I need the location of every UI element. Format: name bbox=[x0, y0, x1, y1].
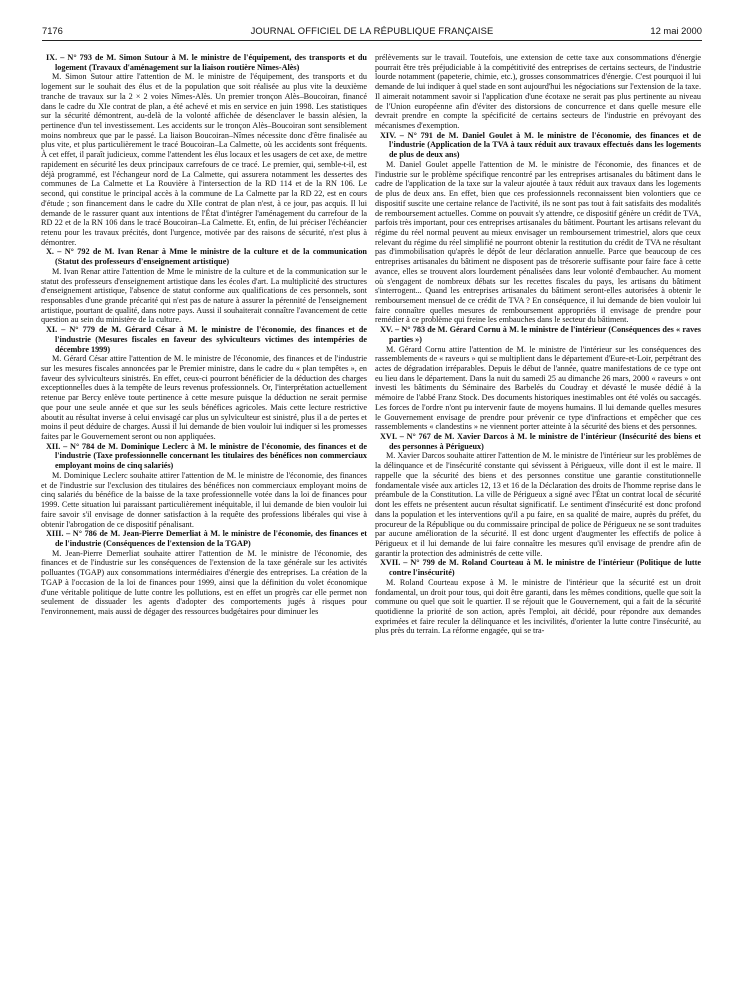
question-body: M. Roland Courteau expose à M. le ministre de l'intérieur que la sécurité est un droit fondamental, un droit pour tous, qui doit être garanti, dans les mêmes conditions, quelle que soit la commune ou quel que soit le quartier. Il se réjouit que le Gouvernement, qui a fait de la sécurité quotidienne la priorité de son action, après l'emploi, ait décidé, pour répondre aux demandes exprimées et faire reculer la délinquance et les incivilités, d'orienter la lutte contre l'insécurité, au plus près du terrain. La réforme engagée, qui se tra- bbox=[375, 577, 701, 636]
question-body: M. Daniel Goulet appelle l'attention de M. le ministre de l'économie, des finances et de l'industrie sur le problème spécifique rencontré par les entreprises artisanales du bâtiment dans le cadre de l'application de la taxe sur la valeur ajoutée à taux réduit aux travaux dans les logements de plus de deux ans. En effet, bien que ces professionnels reconnaissent bien volontiers que ce dispositif suscite une certaine relance de l'activité, ils ne sont pas tout à fait satisfaits des modalités de remboursement actuelles. Comme on pouvait s'y attendre, ce dispositif génère un crédit de TVA, parfois très important, pour ces entreprises artisanales du bâtiment. Pourtant les artisans relevant du régime du réel normal peuvent au mieux envisager un remboursement trimestriel, alors que ceux relevant du régime du réel simplifié ne pourront obtenir la restitution du crédit de TVA ne résultant pas d'immobilisation qu'après le dépôt de leur déclaration annuelle. Parce que beaucoup de ces entreprises artisanales du bâtiment ne disposent pas de trésorerie suffisante pour faire face à cette avance, elles se trouvent alors lourdement pénalisées dans leur volonté d'embaucher. Au moment où s'engagent de nombreux débats sur les recettes fiscales du pays, les artisans du bâtiment s'interrogent... Quand les entreprises artisanales du bâtiment seront-elles autorisées à obtenir le remboursement mensuel de ce crédit de TVA ? En conséquence, il lui demande de bien vouloir lui faire connaître quelles mesures de remboursement appropriées il envisage de prendre pour remédier à ce problème qui freine les embauches dans le secteur du bâtiment. bbox=[375, 159, 701, 325]
question-heading: IX. – N° 793 de M. Simon Sutour à M. le ministre de l'équipement, des transports et du logement (Travaux d'aménagement sur la liaison routière Nîmes-Alès) bbox=[46, 53, 367, 72]
question-heading: XI. – N° 779 de M. Gérard César à M. le ministre de l'économie, des finances et de l'industrie (Mesures fiscales en faveur des sylviculteurs victimes des intempéries de décembre 1999) bbox=[46, 325, 367, 354]
question-heading: XIV. – N° 791 de M. Daniel Goulet à M. le ministre de l'économie, des finances et de l'industrie (Application de la TVA à taux réduit aux travaux effectués dans les logements de plus de deux ans) bbox=[380, 130, 701, 160]
issue-date: 12 mai 2000 bbox=[650, 25, 702, 36]
question-x bbox=[41, 247, 367, 325]
right-column bbox=[375, 53, 701, 636]
question-body: M. Gérard César attire l'attention de M. le ministre de l'économie, des finances et de l'industrie sur les mesures fiscales annoncées par le Premier ministre, dans le cadre du « plan tempêtes », en faveur des sylviculteurs sinistrés. En effet, ceux-ci pourront bénéficier de la déduction des charges exceptionnelles dues à la tempête de leurs revenus professionnels. Or, l'interprétation actuellement retenue par Bercy enlève toute pertinence à cette mesure puisque la déduction ne serait permise que pour une seule année et que sur les seuls bénéfices agricoles. Mais cette lecture restrictive aboutit au résultat inverse à celui envisagé car plus un sylviculteur est sinistré, plus il a de pertes et moins il peut déduire de charges. Aussi il lui demande de bien vouloir lui indiquer si les promesses faites par le Gouvernement seront ou non appliquées. bbox=[41, 354, 367, 442]
question-xvii bbox=[375, 558, 701, 636]
question-heading: XII. – N° 784 de M. Dominique Leclerc à M. le ministre de l'économie, des finances et de l'industrie (Taxe professionnelle concernant les titulaires des bénéfices non commerciaux employant moins de cinq salariés) bbox=[46, 441, 367, 471]
question-body: M. Ivan Renar attire l'attention de Mme le ministre de la culture et de la communication sur le statut des professeurs d'enseignement artistique dans les écoles d'art. La multiplicité des structures d'enseignement artistique, l'absence de statut conforme aux qualifications de ces personnels, sont responsables d'une grande précarité qui n'est pas de nature à assurer la pérennité de l'enseignement artistique, pourtant de qualité, dans notre pays. Aussi il souhaiterait connaître l'avancement de cette question au sein du ministère de la culture. bbox=[41, 266, 367, 325]
left-column bbox=[41, 53, 367, 617]
question-heading: X. – N° 792 de M. Ivan Renar à Mme le ministre de la culture et de la communication (Statut des professeurs d'enseignement artistique) bbox=[46, 247, 367, 267]
question-body: M. Xavier Darcos souhaite attirer l'attention de M. le ministre de l'intérieur sur les problèmes de la délinquance et de l'insécurité constante qui sévissent à Périgueux, ville dont il est le maire. Il rappelle que la sécurité des biens et des personnes constitue une garantie constitutionnelle fondamentale visée aux articles 12, 13 et 16 de la Déclaration des droits de l'homme reprise dans le préambule de la Constitution. La ville de Périgueux a signé avec l'État un contrat local de sécurité dont les effets ne présentent aucun résultat significatif. Le sentiment d'insécurité est donc profond dans la population et les interventions qu'il a pu faire, en sa qualité de maire, auprès du préfet, du procureur de la République ou du commissaire principal de police de Périgueux ne se sont traduites par aucune amélioration de la sécurité. Il est donc urgent d'augmenter les effectifs de police à Périgueux et il lui demande de lui faire connaître les mesures qu'il envisage de prendre afin de garantir la protection des administrés de cette ville. bbox=[375, 451, 701, 558]
question-heading: XVI. – N° 767 de M. Xavier Darcos à M. le ministre de l'intérieur (Insécurité des biens et des personnes à Périgueux) bbox=[380, 432, 701, 451]
question-xi bbox=[41, 325, 367, 442]
question-body: M. Simon Sutour attire l'attention de M. le ministre de l'équipement, des transports et du logement sur le souhait des élus et de la population que soit réalisée au plus vite la deuxième tranche de travaux sur la 2 × 2 voies Nîmes-Alès. Un premier tronçon Alès–Boucoiran, financé dans le cadre du XIe contrat de plan, a été achevé et mis en service en juin 1998. Les statistiques sur la sécurité démontrent, au-delà de la volonté affichée de désenclaver le bassin alésien, la pertinence d'un tel investissement. Les accidents sur le tronçon Alès–Boucoiran sont sensiblement moins nombreux que par le passé. La liaison Boucoiran–Nîmes nécessite donc d'être finalisée au plus vite, et plus particulièrement le tracé Boucoiran–La Calmette, où les accidents sont fréquents. À cet effet, il paraît judicieux, comme l'attendent les élus locaux et les usagers de cet axe, de mettre rapidement en sécurité les deux principaux carrefours de ce tracé. Le premier, qui, semble-t-il, est déjà programmé, est l'échangeur nord de La Calmette, qui assurera notamment les dessertes des communes de La Calmette et La Rouvière à l'intersection de la RD 114 et de la RN 106. Le second, qui constitue le principal accès à la commune de La Calmette par la RD 22, est en cours d'étude ; son financement dans le cadre du XIIe contrat de plan n'est, à ce jour, pas acquis. Il lui demande de le rassurer quant aux intentions de l'État d'intégrer l'aménagement du carrefour de la RD 22 et de la RN 106 dans le tracé Boucoiran–La Calmette. Et, enfin, de lui préciser l'échéancier retenu pour les travaux précités, dont l'urgence, motivée par des raisons de sécurité, n'est plus à démontrer. bbox=[41, 72, 367, 247]
question-ix bbox=[41, 53, 367, 247]
journal-title: JOURNAL OFFICIEL DE LA RÉPUBLIQUE FRANÇAISE bbox=[250, 25, 494, 36]
question-xvi bbox=[375, 432, 701, 558]
question-body: prélèvements sur le travail. Toutefois, une extension de cette taxe aux consommations d'énergie pourrait être très préjudiciable à la compétitivité des entreprises de certains secteurs, de l'industrie lourde notamment (papeterie, chimie, etc.), grosses consommatrices d'énergie. C'est pourquoi il lui demande de lui indiquer à quel stade en sont aujourd'hui les négociations sur l'extension de la taxe. Il aimerait notamment savoir si l'application d'une écotaxe ne serait pas plus pertinente au niveau de l'Union européenne afin d'éviter des distorsions de concurrence et dans quelle mesure elle devrait prendre en compte la spécificité de certains secteurs de l'industrie en prévoyant des mécanismes d'exemption. bbox=[375, 53, 701, 131]
question-xii bbox=[41, 442, 367, 529]
page-number: 7176 bbox=[42, 25, 63, 36]
question-body: M. Dominique Leclerc souhaite attirer l'attention de M. le ministre de l'économie, des finances et de l'industrie sur l'exclusion des titulaires des bénéfices non commerciaux employant moins de cinq salariés du bénéfice de la baisse de la taxe professionnelle votée dans la loi de finances pour 1999. Cette situation lui paraissant particulièrement inéquitable, il lui demande de bien vouloir lui faire savoir s'il envisage de donner satisfaction à la requête des professions libérales qui vise à obtenir l'abrogation de ce dispositif pénalisant. bbox=[41, 470, 367, 529]
question-heading: XV. – N° 783 de M. Gérard Cornu à M. le ministre de l'intérieur (Conséquences des « raves parties ») bbox=[380, 325, 701, 344]
question-heading: XIII. – N° 786 de M. Jean-Pierre Demerliat à M. le ministre de l'économie, des finances et de l'industrie (Conséquences de l'extension de la TGAP) bbox=[46, 529, 367, 548]
page-header bbox=[42, 25, 702, 39]
question-xiii bbox=[41, 529, 367, 616]
header-rule bbox=[42, 40, 702, 41]
question-body: M. Jean-Pierre Demerliat souhaite attirer l'attention de M. le ministre de l'économie, des finances et de l'industrie sur les conséquences de l'extension de la taxe générale sur les activités polluantes (TGAP) aux consommations intermédiaires d'énergie des entreprises. La création de la TGAP à l'occasion de la loi de finances pour 1999, ainsi que la définition du volet économique d'une véritable politique de lutte contre les pollutions, est en effet un progrès car elle permet non seulement de dissuader les agents d'adopter des comportements jugés à risques pour l'environnement, mais aussi de dégager des ressources budgétaires pour diminuer les bbox=[41, 548, 367, 616]
question-xiv bbox=[375, 131, 701, 325]
question-xiii-continued bbox=[375, 53, 701, 131]
question-heading: XVII. – N° 799 de M. Roland Courteau à M. le ministre de l'intérieur (Politique de lutte contre l'insécurité) bbox=[380, 558, 701, 578]
question-xv bbox=[375, 325, 701, 432]
question-body: M. Gérard Cornu attire l'attention de M. le ministre de l'intérieur sur les conséquences des rassemblements de « raveurs » qui se multiplient dans le département d'Eure-et-Loir, perpétrant des actes de dégradation irréparables. Depuis le début de l'année, quatre manifestations de ce type ont eu lieu dans le département. Dans la nuit du samedi 25 au dimanche 26 mars, 2000 « raveurs » ont investi les bâtiments du Séminaire des Barbelés du Coudray et dévasté le musée dédié à la mémoire de l'abbé Franz Stock. Des documents historiques inestimables ont été volés ou saccagés. Les forces de l'ordre n'ont pu intervenir faute de moyens humains. Il lui demande quelles mesures le Gouvernement envisage de prendre pour prévenir ce type d'infractions et empêcher que ces rassemblements « clandestins » ne viennent porter atteinte à la sécurité des biens et des personnes. bbox=[375, 344, 701, 432]
